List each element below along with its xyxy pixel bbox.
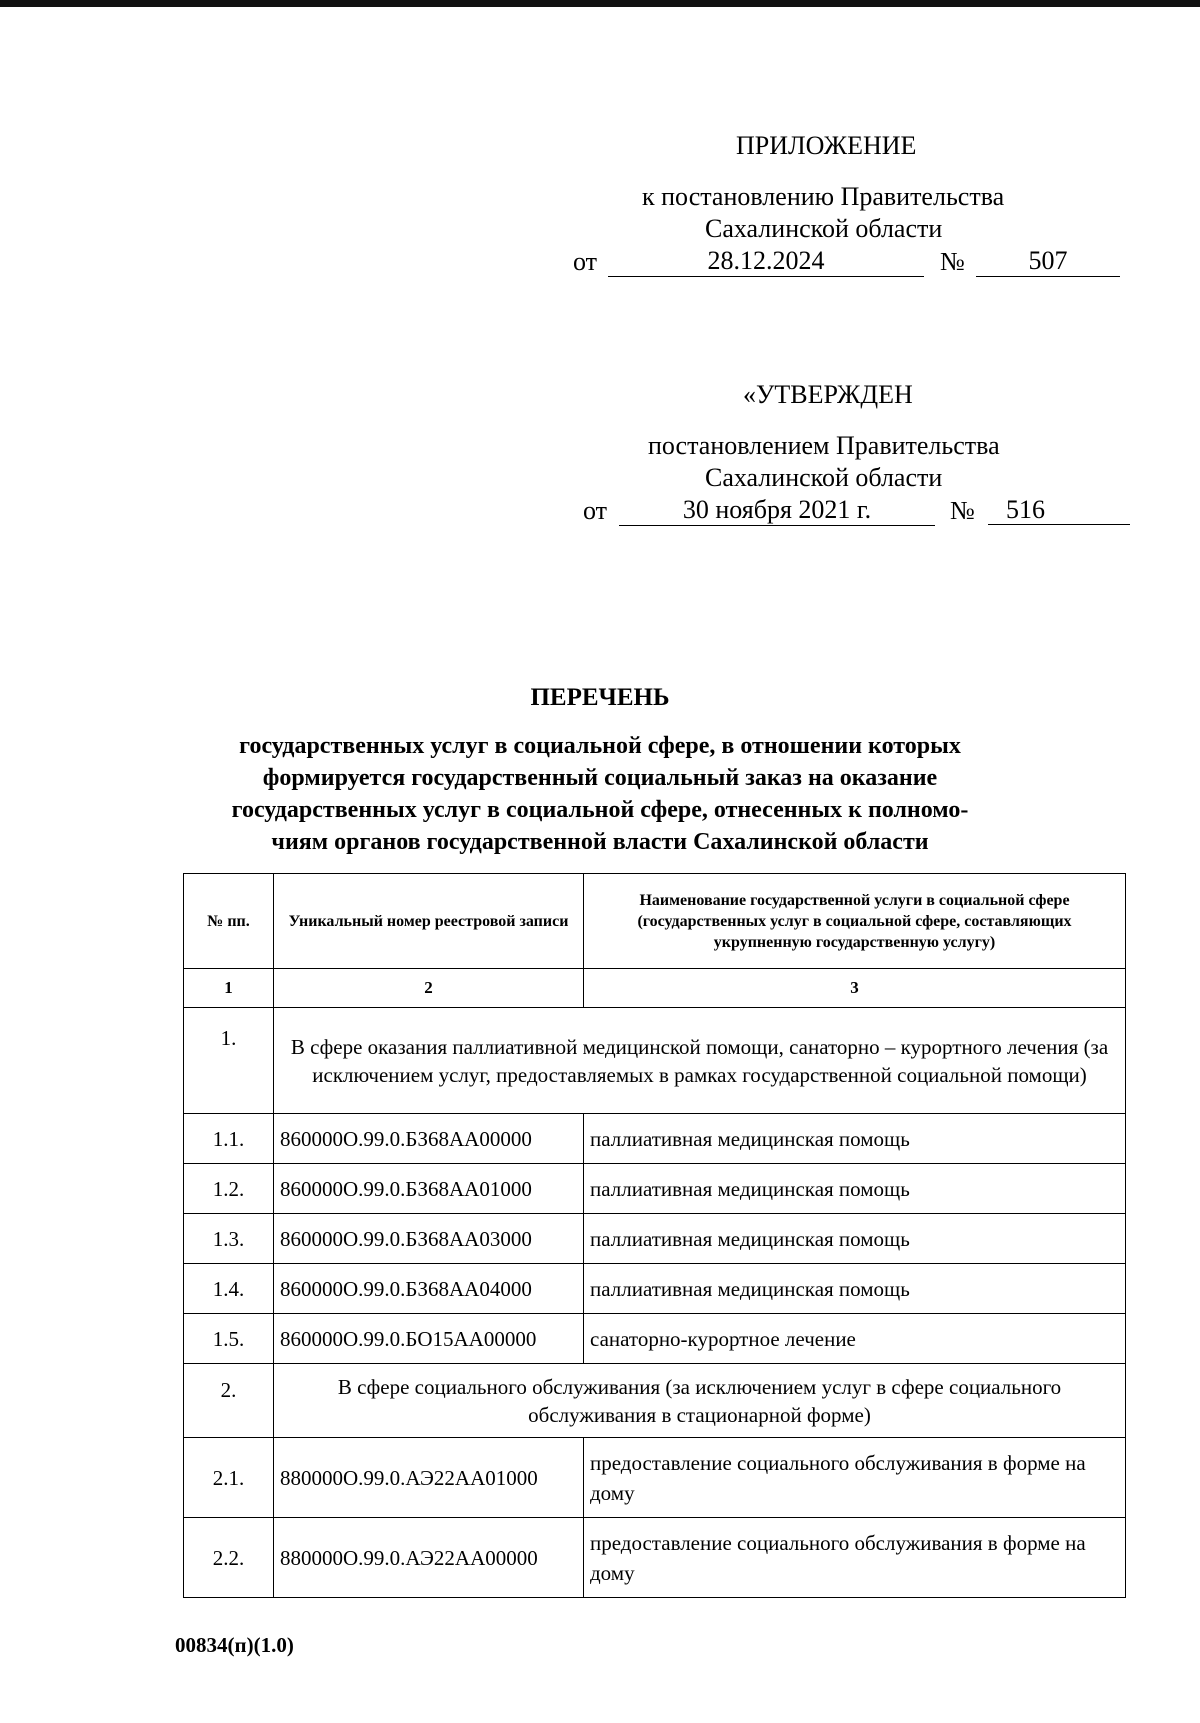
- table-row: [184, 1214, 1126, 1264]
- row-service: паллиативная медицинская помощь: [584, 1214, 1126, 1264]
- row-number: 2.1.: [184, 1438, 274, 1518]
- section-row: [184, 1364, 1126, 1438]
- subtitle-line: формируется государственный социальный заказ на оказание: [262, 765, 938, 791]
- column-number: 2: [274, 969, 584, 1008]
- section-title: В сфере социального обслуживания (за исключением услуг в сфере социального обслуживания в стационарной форме): [274, 1364, 1126, 1438]
- subtitle-line: государственных услуг в социальной сфере, в отношении которых: [239, 733, 961, 759]
- row-number: 1.4.: [184, 1264, 274, 1314]
- row-code: 860000О.99.0.БЗ68АА00000: [274, 1114, 584, 1164]
- row-code: 860000О.99.0.БЗ68АА03000: [274, 1214, 584, 1264]
- row-service: предоставление социального обслуживания в форме на дому: [584, 1518, 1126, 1598]
- section-row: [184, 1008, 1126, 1114]
- header-registry-code: Уникальный номер реестровой записи: [274, 874, 584, 969]
- approved-title: «УТВЕРЖДЕН: [743, 380, 913, 409]
- table-row: [184, 1518, 1126, 1598]
- table-header-row: [184, 874, 1126, 969]
- row-code: 860000О.99.0.БЗ68АА04000: [274, 1264, 584, 1314]
- header-service-name: Наименование государственной услуги в социальной сфере (государственных услуг в социальной сфере, составляющих укрупненную государственную услугу): [584, 874, 1126, 969]
- row-number: 1.3.: [184, 1214, 274, 1264]
- list-subtitle: [130, 730, 1070, 858]
- approved-date: 30 ноября 2021 г.: [619, 495, 935, 526]
- header-number: № пп.: [184, 874, 274, 969]
- approved-line1: постановлением Правительства: [648, 431, 1000, 460]
- appendix-line1: к постановлению Правительства: [642, 182, 1005, 211]
- row-service: санаторно-курортное лечение: [584, 1314, 1126, 1364]
- appendix-title: ПРИЛОЖЕНИЕ: [736, 131, 917, 160]
- row-code: 860000О.99.0.БО15АА00000: [274, 1314, 584, 1364]
- row-service: паллиативная медицинская помощь: [584, 1164, 1126, 1214]
- subtitle-line: государственных услуг в социальной сфере, отнесенных к полномо-: [231, 797, 969, 823]
- column-number: 3: [584, 969, 1126, 1008]
- row-service: паллиативная медицинская помощь: [584, 1264, 1126, 1314]
- appendix-number-sign: №: [940, 247, 965, 276]
- section-title: В сфере оказания паллиативной медицинской помощи, санаторно – курортного лечения (за исключением услуг, предоставляемых в рамках государственной социальной помощи): [274, 1008, 1126, 1114]
- appendix-line2: Сахалинской области: [705, 214, 943, 243]
- approved-number: 516: [988, 495, 1130, 525]
- approved-number-sign: №: [950, 496, 975, 525]
- approved-from-label: от: [583, 496, 608, 525]
- table-row: [184, 1114, 1126, 1164]
- row-code: 880000О.99.0.АЭ22АА00000: [274, 1518, 584, 1598]
- row-code: 860000О.99.0.БЗ68АА01000: [274, 1164, 584, 1214]
- table-row: [184, 1264, 1126, 1314]
- column-number: 1: [184, 969, 274, 1008]
- section-number: 2.: [184, 1364, 274, 1438]
- row-code: 880000О.99.0.АЭ22АА01000: [274, 1438, 584, 1518]
- scan-top-edge: [0, 0, 1200, 7]
- services-table: [183, 873, 1126, 1598]
- column-number-row: [184, 969, 1126, 1008]
- table-row: [184, 1314, 1126, 1364]
- table-row: [184, 1438, 1126, 1518]
- subtitle-line: чиям органов государственной власти Сахалинской области: [271, 829, 929, 855]
- document-code: 00834(п)(1.0): [175, 1633, 294, 1657]
- appendix-date: 28.12.2024: [608, 246, 924, 277]
- row-service: паллиативная медицинская помощь: [584, 1114, 1126, 1164]
- list-title: ПЕРЕЧЕНЬ: [530, 684, 670, 711]
- row-number: 1.2.: [184, 1164, 274, 1214]
- approved-line2: Сахалинской области: [705, 463, 943, 492]
- row-number: 2.2.: [184, 1518, 274, 1598]
- appendix-from-label: от: [573, 247, 598, 276]
- table-row: [184, 1164, 1126, 1214]
- row-number: 1.5.: [184, 1314, 274, 1364]
- row-service: предоставление социального обслуживания в форме на дому: [584, 1438, 1126, 1518]
- section-number: 1.: [184, 1008, 274, 1114]
- appendix-number: 507: [976, 246, 1120, 277]
- row-number: 1.1.: [184, 1114, 274, 1164]
